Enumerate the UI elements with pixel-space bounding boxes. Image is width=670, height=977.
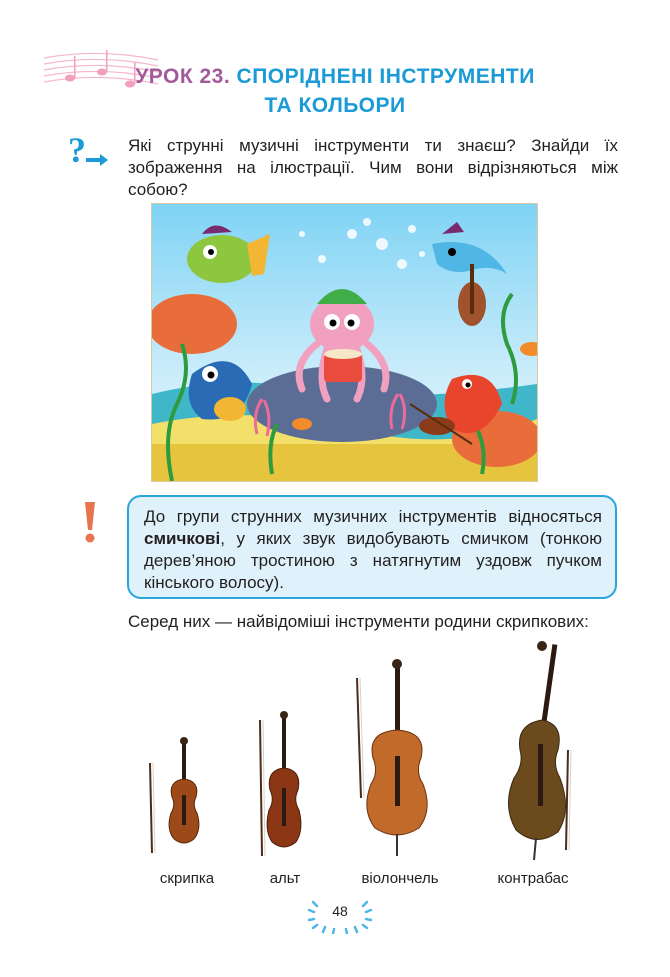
info-text-after: , у яких звук видобувають смичком (тонкою дерев’яною тростиною з натягнутим уздовж пучком кінського волосу). bbox=[144, 529, 602, 592]
lesson-title bbox=[0, 62, 670, 120]
question-text: Які струнні музичні інструменти ти знаєш? Знайди їх зображення на ілюстрації. Чим вони відрізняються між собою? bbox=[128, 136, 618, 199]
instruments-intro: Серед них — найвідоміші інструменти родини скрипкових: bbox=[128, 612, 589, 631]
svg-text:?: ? bbox=[68, 130, 86, 170]
question-arrow-icon bbox=[66, 130, 110, 170]
cello-icon bbox=[345, 658, 440, 858]
instrument-label-cello: віолончель bbox=[361, 870, 439, 887]
info-text-before: До групи струнних музичних інструментів відносяться bbox=[144, 507, 602, 526]
page-number bbox=[305, 898, 375, 934]
lesson-title-line1: СПОРІДНЕНІ ІНСТРУМЕНТИ bbox=[236, 65, 535, 88]
underwater-orchestra-illustration bbox=[151, 203, 538, 482]
info-text-bold: смичкові bbox=[144, 529, 221, 548]
instrument-label-double-bass: контрабас bbox=[497, 870, 569, 887]
lesson-number: УРОК 23. bbox=[135, 65, 231, 88]
violin-icon bbox=[142, 735, 204, 855]
viola-icon bbox=[252, 710, 312, 860]
info-box bbox=[127, 495, 617, 599]
instrument-label-violin: скрипка bbox=[159, 870, 215, 887]
double-bass-icon bbox=[480, 640, 585, 862]
lesson-title-line2: ТА КОЛЬОРИ bbox=[264, 94, 406, 117]
info-box-text bbox=[144, 506, 602, 594]
page-number-text: 48 bbox=[332, 903, 348, 919]
instrument-label-viola: альт bbox=[269, 870, 301, 887]
exclamation-icon bbox=[82, 500, 98, 544]
